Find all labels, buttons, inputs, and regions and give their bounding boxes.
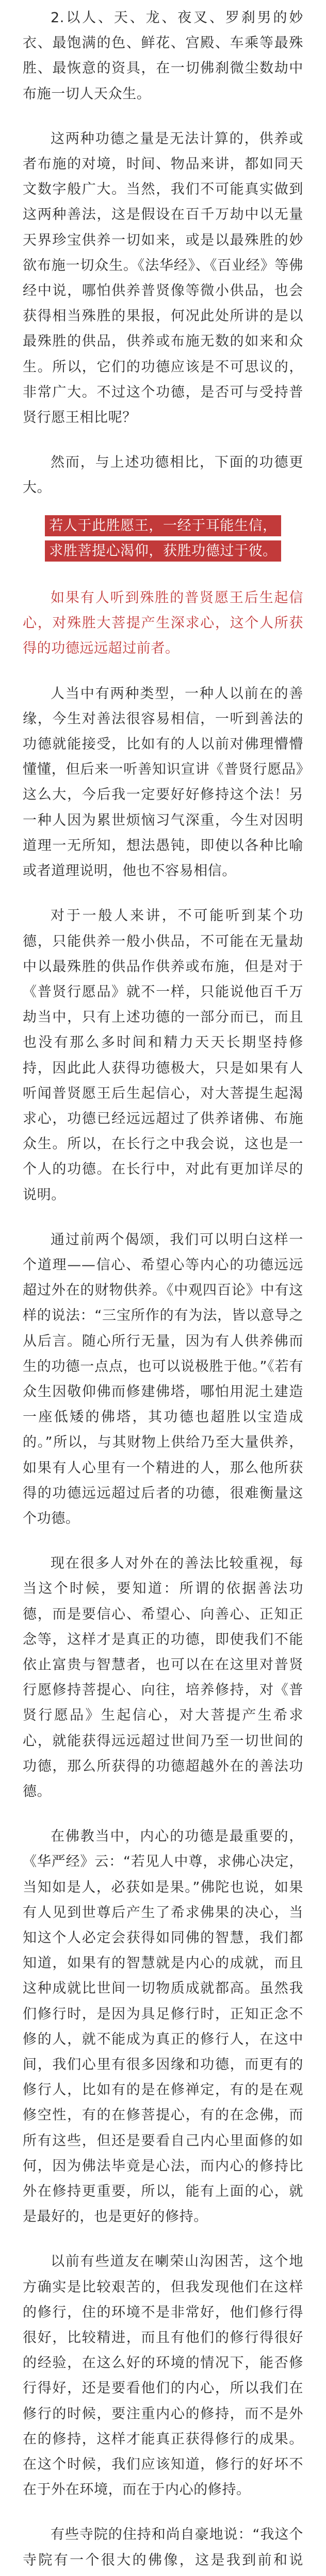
paragraph-highlight-red: 如果有人听到殊胜的普贤愿王后生起信心，对殊胜大菩提产生深求心，这个人所获得的功德远远超过前者。 <box>23 590 303 657</box>
paragraph-9: 在佛教当中，内心的功德是最重要的，《华严经》云：“若见人中尊，求佛心决定，当知如是人，必获如是果。”佛陀也说，如果有人见到世尊后产生了希求佛果的决心，当知这个人必定会获得如同佛的智慧，我们都知道，如果有的智慧就是内心的成就，而且这种成就比世间一切物质成就都高。虽然我们修行时，是因为具足修行时，正知正念不修的人，就不能成为真正的修行人，在这中间，我们心里有很多因缘和功德，而更有的修行人，比如有的是在修禅定，有的是在观修空性，有的在修菩提心，有的在念佛，而所有这些，但还是要看自己内心里面修的如何，因为佛法毕竟是心法，而内心的修持比外在修持更重要，所以，能有上面的心，就是最好的，也是更好的修持。 <box>23 1828 303 2225</box>
paragraph-7: 通过前两个偈颂，我们可以明白这样一个道理——信心、希望心等内心的功德远远超过外在的财物供养。《中观四百论》中有这样的说法：“三宝所作的有为法，皆以意导之从后言。随心所行无量，因为有人供养佛而生的功德一点点，也可以说极胜于他。”《若有众生因敬仰佛而修建佛塔，哪怕用泥土建造一座低矮的佛塔，其功德也超胜以宝造成的。”所以，与其财物上供给乃至大量供养，如果有人心里有一个精进的人，那么他所获得的功德远远超过后者的功德，很难衡量这个功德。 <box>23 1231 303 1527</box>
verse-line-2: 求胜菩提心渴仰，获胜功德过于彼。 <box>45 540 281 562</box>
paragraph-2: 这两种功德之量是无法计算的，供养或者布施的对境，时间、物品来讲，都如同天文数字般广大。当然，我们不可能真实做到这两种善法，这是假设在百千万劫中以无量天界珍宝供养一切如来，或是以最殊胜的妙欲布施一切众生。《法华经》、《百业经》等佛经中说，哪怕供养普贤像等微小供品，也会获得相当殊胜的果报，何况此处所讲的是以最殊胜的供品，供养或布施无数的如来和众生。所以，它们的功德应该是不可思议的，非常广大。不过这个功德，是否可与受持普贤行愿王相比呢？ <box>23 130 303 426</box>
paragraph-5: 人当中有两种类型，一种人以前在的善缘，今生对善法很容易相信，一听到善法的功德就能接受，比如有的人以前对佛理懵懵懂懂，但后来一听善知识宣讲《普贤行愿品》这么大，今后我一定要好好修持这个法！另一种人因为累世烦恼习气深重，今生对因明道理一无所知，想法愚钝，即使以各种比喻或者道理说明，他也不容易相信。 <box>23 685 303 879</box>
paragraph-1: 2.以人、天、龙、夜叉、罗刹男的妙衣、最饱满的色、鲜花、宫殿、车乘等最殊胜、最恢意的资具，在一切佛刹微尘数劫中布施一切人天众生。 <box>23 10 303 102</box>
verse-line-1: 若人于此胜愿王，一经于耳能生信， <box>45 515 281 536</box>
paragraph-6: 对于一般人来讲，不可能听到某个功德，只能供养一般小供品，不可能在无量劫中以最殊胜的供品作供养或布施，但是对于《普贤行愿品》就不一样，只能说他百千万劫当中，只有上述功德的一部分而已，而且也没有那么多时间和精力天天长期坚持修持，因此此人获得功德极大，只是如果有人听闻普贤愿王后生起信心，对大菩提生起渴求心，功德已经远远超过了供养诸佛、布施众生。所以，在长行之中我会说，这也是一个人的功德。在长行中，对此有更加详尽的说明。 <box>23 908 303 1203</box>
paragraph-11: 有些寺院的住持和尚自豪地说：“我这个寺院有一个很大的佛像，这是我到前和说 <box>23 2527 303 2568</box>
paragraph-3: 然而，与上述功德相比，下面的功德更大。 <box>23 454 303 496</box>
paragraph-10: 以前有些道友在喇荣山沟困苦，这个地方确实是比较艰苦的，但我发现他们在这样的修行，住的环境不是非常好，他们修行得很好，比较精进，而且有他们的修行得很好的经验，在这么好的环境的情况下，能否修行得好，还是要看他们的内心，所以我们在修行的时候，要注重内心的修持，而不是外在的修持，这样才能真正获得修行的成果。在这个时候，我们应该知道，修行的好坏不在于外在环境，而在于内心的修持。 <box>23 2253 303 2498</box>
verse-callout <box>23 513 303 564</box>
paragraph-8: 现在很多人对外在的善法比较重视，每当这个时候，要知道：所谓的依据善法功德，而是要信心、希望心、向善心、正知正念等，这样才是真正的功德，即使我们不能依止富贵与智慧者，也可以在在这里对普贤行愿修持菩提心、向往，培养修持，对《普贤行愿品》生起信心，对大菩提产生希求心，就能获得远远超过世间乃至一切世间的功德，那么所获得的功德超越外在的善法功德。 <box>23 1555 303 1800</box>
